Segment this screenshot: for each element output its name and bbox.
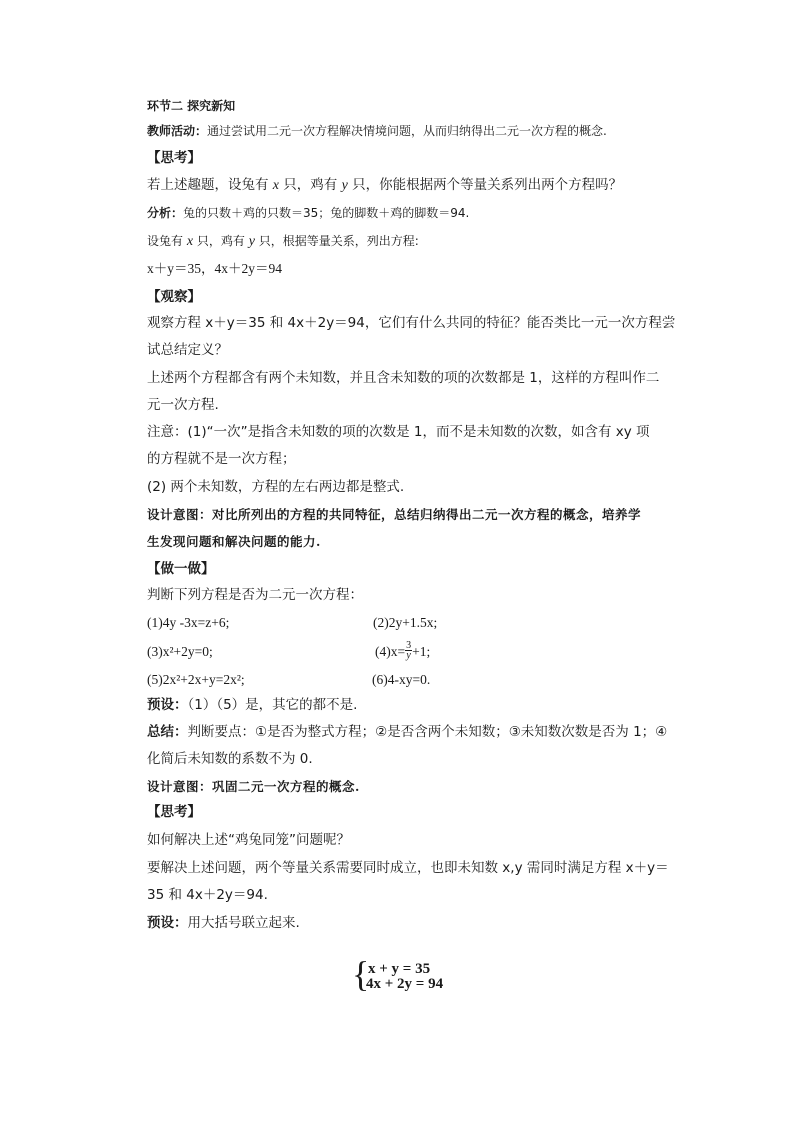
think2-question-text: 如何解决上述“鸡兔同笼”问题呢？	[147, 832, 350, 848]
exercise-item-5	[147, 670, 245, 690]
preset-2	[147, 913, 300, 933]
think2-heading	[147, 802, 201, 822]
question-part: 只，你能根据两个等量关系列出两个方程吗？	[347, 177, 623, 193]
exercise-text: (1)4y -3x=z+6;	[147, 615, 230, 630]
note-line-1	[147, 422, 650, 442]
design-intent-2	[147, 532, 321, 552]
equations-text: x＋y＝35，4x＋2y＝94	[147, 261, 282, 276]
analysis-text: 兔的只数＋鸡的只数＝35；兔的脚数＋鸡的脚数＝94.	[183, 206, 470, 220]
exercise-text: +1;	[412, 644, 431, 659]
design-intent-3	[147, 777, 360, 797]
try-prompt-text: 判断下列方程是否为二元一次方程：	[147, 587, 363, 603]
observe-text: 试总结定义？	[147, 342, 228, 358]
design-text: 生发现问题和解决问题的能力.	[147, 534, 321, 549]
design-label: 设计意图：	[147, 779, 213, 794]
definition-line-2	[147, 395, 219, 415]
observe-heading-text: 【观察】	[147, 289, 201, 305]
setup-part: 只，鸡有	[193, 234, 249, 248]
definition-text: 上述两个方程都含有两个未知数，并且含未知数的项的次数都是 1，这样的方程叫作二	[147, 370, 660, 386]
fraction-denominator: y	[406, 650, 411, 662]
summary-line-1	[147, 722, 667, 742]
think2-line-2	[147, 885, 268, 905]
note-line-2	[147, 449, 296, 469]
try-prompt	[147, 585, 363, 605]
note-text: (2) 两个未知数，方程的左右两边都是整式.	[147, 479, 405, 495]
question-part: 只，鸡有	[279, 177, 342, 193]
think-question	[147, 175, 622, 196]
equations-line	[147, 259, 282, 279]
analysis-label: 分析：	[147, 206, 184, 220]
exercise-text: (2)2y+1.5x;	[373, 615, 438, 630]
try-heading-text: 【做一做】	[147, 561, 215, 577]
observe-line-1	[147, 313, 675, 333]
teacher-activity	[147, 121, 607, 141]
design-text: 对比所列出的方程的共同特征，总结归纳得出二元一次方程的概念，培养学	[212, 507, 642, 522]
preset-text: 用大括号联立起来.	[187, 915, 300, 931]
teacher-activity-text: 通过尝试用二元一次方程解决情境问题，从而归纳得出二元一次方程的概念.	[207, 124, 607, 138]
section-title	[147, 96, 235, 116]
var-y: y	[341, 178, 348, 193]
system-equation-1: x + y = 35	[368, 961, 431, 977]
summary-label: 总结：	[147, 724, 188, 740]
summary-text: 化简后未知数的系数不为 0.	[147, 751, 313, 767]
definition-text: 元一次方程.	[147, 397, 219, 413]
note-line-3	[147, 477, 404, 497]
exercise-text: (4)x=	[375, 644, 406, 659]
think2-text: 35 和 4x＋2y＝94.	[147, 887, 268, 903]
think2-question	[147, 830, 350, 850]
exercise-item-3	[147, 642, 213, 662]
setup-part: 设兔有	[147, 234, 187, 248]
note-text: 的方程就不是一次方程；	[147, 451, 296, 467]
preset-1	[147, 695, 357, 715]
try-heading	[147, 559, 215, 579]
exercise-text: (3)x²+2y=0;	[147, 644, 213, 659]
observe-heading	[147, 287, 201, 307]
design-intent-1	[147, 505, 641, 525]
observe-text: 观察方程 x＋y＝35 和 4x＋2y＝94，它们有什么共同的特征？能否类比一元一次方程尝	[147, 315, 676, 331]
preset-label: 预设：	[147, 915, 188, 931]
fraction-numerator: 3	[406, 640, 412, 652]
system-equation-2: 4x + 2y = 94	[366, 976, 444, 992]
think-heading	[147, 148, 201, 168]
exercise-item-2	[373, 613, 437, 633]
definition-line-1	[147, 368, 659, 388]
think2-heading-text: 【思考】	[147, 804, 201, 820]
setup-part: 只，根据等量关系，列出方程:	[254, 234, 419, 248]
preset-text: （1）（5）是，其它的都不是.	[187, 697, 358, 713]
analysis	[147, 203, 469, 223]
var-y: y	[248, 234, 255, 249]
exercise-text: (6)4-xy=0.	[372, 672, 431, 687]
brace-symbol: {	[352, 954, 370, 994]
setup-line	[147, 231, 419, 252]
design-label: 设计意图：	[147, 507, 213, 522]
design-text: 巩固二元一次方程的概念.	[212, 779, 360, 794]
question-part: 若上述趣题，设兔有	[147, 177, 273, 193]
var-x: x	[186, 234, 194, 249]
note-text: 注意：(1)“一次”是指含未知数的项的次数是 1，而不是未知数的次数，如含有 xy 项	[147, 424, 650, 440]
think2-line-1	[147, 858, 669, 878]
exercise-item-6	[372, 670, 430, 690]
exercise-item-4	[375, 642, 430, 662]
teacher-activity-label: 教师活动：	[147, 124, 208, 138]
exercise-text: (5)2x²+2x+y=2x²;	[147, 672, 245, 687]
preset-label: 预设：	[147, 697, 188, 713]
exercise-item-1	[147, 613, 229, 633]
var-x: x	[272, 178, 280, 193]
summary-line-2	[147, 749, 313, 769]
summary-text: 判断要点：①是否为整式方程；②是否含两个未知数；③未知数次数是否为 1；④	[187, 724, 668, 740]
observe-line-2	[147, 340, 228, 360]
fraction	[405, 641, 412, 660]
think-heading-text: 【思考】	[147, 150, 201, 166]
section-title-text: 环节二 探究新知	[147, 99, 236, 113]
think2-text: 要解决上述问题，两个等量关系需要同时成立，也即未知数 x,y 需同时满足方程 x＋y＝	[147, 860, 669, 876]
